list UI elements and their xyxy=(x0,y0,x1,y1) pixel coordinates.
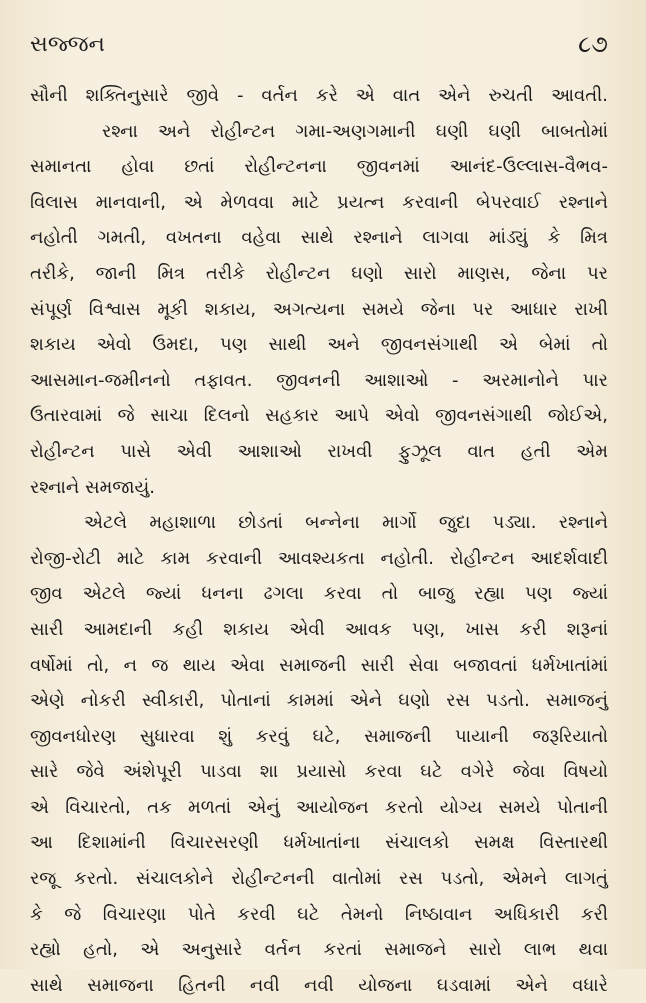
text-line: આ દિશામાંની વિચારસરણી ધર્મખાતાંના સંચાલકો સમક્ષ વિસ્તારથી xyxy=(30,832,608,854)
text-line: રશ્ના અને રોહીન્ટન ગમા-અણગમાની ઘણી ઘણી બાબતોમાં xyxy=(102,120,608,142)
text-line: સૌની શક્તિનુસારે જીવે - વર્તન કરે એ વાત એને રુચતી આવતી. xyxy=(30,85,608,106)
text-line: આસમાન-જમીનનો તફાવત. જીવનની આશાઓ - અરમાનોને પાર xyxy=(30,369,608,391)
text-line: ઉતારવામાં જે સાચા દિલનો સહકાર આપે એવો જીવનસંગાથી જોઈએ, xyxy=(30,405,608,427)
text-line: સમાનતા હોવા છતાં રોહીન્ટનના જીવનમાં આનંદ-ઉલ્લાસ-વૈભવ- xyxy=(30,156,608,178)
text-line: જીવ એટલે જ્યાં ધનના ઢગલા કરવા તો બાજુ રહ્યા પણ જ્યાં xyxy=(30,583,608,605)
text-line: તરીકે, જાની મિત્ર તરીકે રોહીન્ટન ઘણો સારો માણસ, જેના પર xyxy=(30,262,608,284)
page-number: ૮૭ xyxy=(578,30,608,58)
text-line: રોજી-રોટી માટે કામ કરવાની આવશ્યકતા નહોતી. રોહીન્ટન આદર્શવાદી xyxy=(30,547,608,569)
text-line: સાથે સમાજના હિતની નવી નવી યોજના ઘડવામાં એને વધારે xyxy=(30,974,608,996)
text-line: નહોતી ગમતી, વખતના વહેવા સાથે રશ્નાને લાગવા માંડ્યું કે મિત્ર xyxy=(30,227,608,249)
text-line: સારે જેવે અંશેપૂરી પાડવા શા પ્રયાસો કરવા ઘટે વગેરે જેવા વિષયો xyxy=(30,761,608,783)
text-line: રોહીન્ટન પાસે એવી આશાઓ રાખવી ફુઝૂલ વાત હતી એમ xyxy=(30,440,608,462)
text-line: એણે નોકરી સ્વીકારી, પોતાનાં કામમાં એને ઘણો રસ પડતો. સમાજનું xyxy=(30,690,608,712)
text-line: એ વિચારતો, તક મળતાં એનું આયોજન કરતો યોગ્ય સમયે પોતાની xyxy=(30,796,608,818)
text-line: એટલે મહાશાળા છોડતાં બન્નેના માર્ગો જુદા પડ્યા. રશ્નાને xyxy=(84,512,608,534)
running-head xyxy=(30,28,608,68)
text-line: શકાય એવો ઉમદા, પણ સાથી અને જીવનસંગાથી એ બેમાં તો xyxy=(30,334,608,356)
book-title: સજ્જન xyxy=(30,32,105,57)
text-line: સારી આમદાની કહી શકાય એવી આવક પણ, ખાસ કરી શરૂનાં xyxy=(30,618,608,640)
text-line: સંપૂર્ણ વિશ્વાસ મૂકી શકાય, અગત્યના સમયે જેના પર આધાર રાખી xyxy=(30,298,608,320)
text-line: વિલાસ માનવાની, એ મેળવવા માટે પ્રયત્ન કરવાની બેપરવાઈ રશ્નાને xyxy=(30,191,608,213)
text-line: કે જે વિચારણા પોતે કરવી ઘટે તેમનો નિષ્ઠાવાન અધિકારી કરી xyxy=(30,903,608,925)
text-line: જીવનધોરણ સુધારવા શું કરવું ઘટે, સમાજની પાયાની જરૂરિયાતો xyxy=(30,725,608,747)
text-line: રજૂ કરતો. સંચાલકોને રોહીન્ટનની વાતોમાં રસ પડતો, એમને લાગતું xyxy=(30,868,608,890)
text-line: વર્ષોમાં તો, ન જ થાય એવા સમાજની સારી સેવા બજાવતાં ધર્મખાતાંમાં xyxy=(30,654,608,676)
body-text xyxy=(30,78,608,1003)
text-line: રહ્યો હતો, એ અનુસારે વર્તન કરતાં સમાજને સારો લાભ થવા xyxy=(30,939,608,961)
text-line: રશ્નાને સમજાયું. xyxy=(30,476,156,498)
